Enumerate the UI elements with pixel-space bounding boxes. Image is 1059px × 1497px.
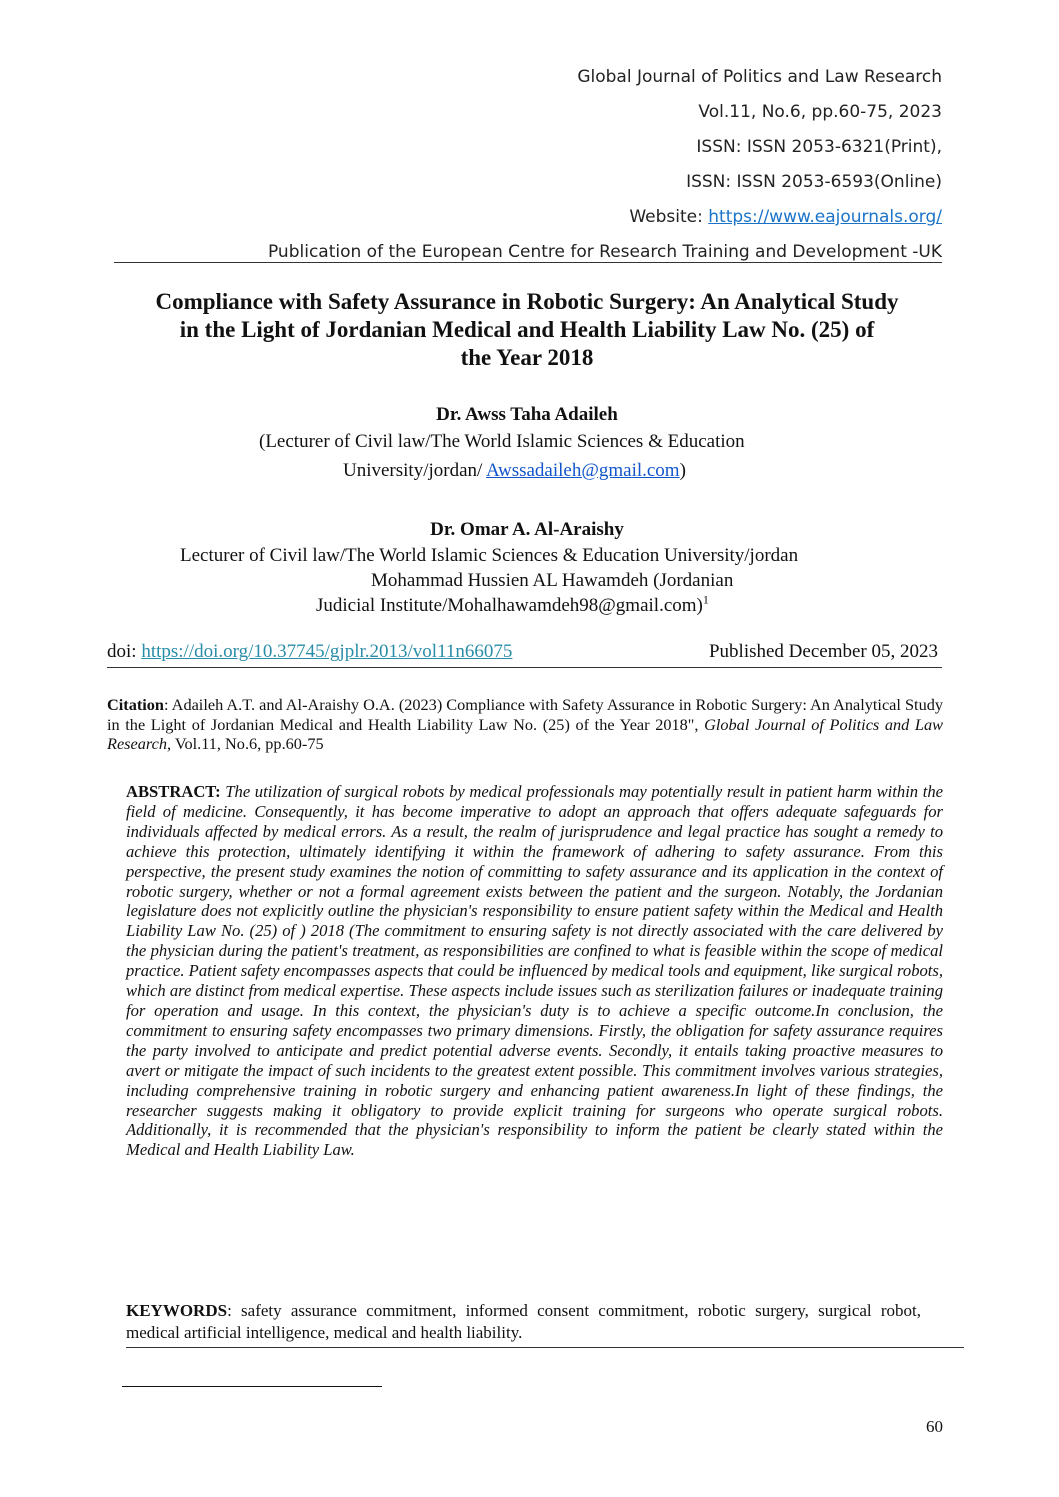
author-1-affiliation-suffix: ) (679, 460, 686, 481)
doi-label: doi: (107, 641, 142, 662)
footnote-marker: 1 (702, 592, 709, 607)
citation-end: , Vol.11, No.6, pp.60-75 (166, 734, 324, 753)
author-1-affiliation-line1: (Lecturer of Civil law/The World Islamic Sciences & Education (259, 431, 745, 452)
author-1-affiliation-prefix: University/jordan/ (343, 460, 487, 481)
author-1-name: Dr. Awss Taha Adaileh (436, 404, 618, 425)
citation-text: : Adaileh A.T. and Al-Araishy O.A. (2023) Compliance with Safety Assurance in Robotic Surgery: An Analytical Study in the Light of Jordanian Medical and Health Liability Law No. (25) of the Year 2018", (107, 695, 943, 734)
website-label: Website: (629, 207, 709, 227)
author-2-affiliation-line2: Mohammad Hussien AL Hawamdeh (Jordanian (371, 570, 734, 591)
issn-print: ISSN: ISSN 2053-6321(Print), (696, 137, 942, 157)
doi-row (107, 639, 942, 668)
keywords-label: KEYWORDS (126, 1301, 228, 1320)
author-1-email-link[interactable]: Awssadaileh@gmail.com (486, 460, 680, 481)
doi-link[interactable]: https://doi.org/10.37745/gjplr.2013/vol11n66075 (141, 641, 513, 662)
title-line: Compliance with Safety Assurance in Robotic Surgery: An Analytical Study (155, 289, 899, 314)
abstract-text: The utilization of surgical robots by medical professionals may potentially result in patient harm within the field of medicine. Consequently, it has become imperative to adopt an approach that offers adequate safeguards for individuals affected by medical errors. As a result, the realm of jurisprudence and legal practice has sought a remedy to achieve this protection, ultimately identifying it within the framework of adhering to safety assurance. From this perspective, the present study examines the notion of committing to safety assurance and its application in the context of robotic surgery, whether or not a formal agreement exists between the patient and the surgeon. Notably, the Jordanian legislature does not explicitly outline the physician's responsibility to ensure patient safety within the Medical and Health Liability Law No. (25) of ) 2018 (The commitment to ensuring safety is not directly associated with the care delivered by the physician during the patient's treatment, as responsibilities are confined to what is feasible within the scope of medical practice. Patient safety encompasses aspects that could be influenced by medical tools and equipment, like surgical robots, which are distinct from medical expertise. These aspects include issues such as sterilization failures or inadequate training for operation and usage. In this context, the physician's duty is to achieve a specific outcome.In conclusion, the commitment to ensuring safety encompasses two primary dimensions. Firstly, the obligation for safety assurance requires the party involved to anticipate and predict potential adverse events. Secondly, it entails taking proactive measures to avert or mitigate the impact of such incidents to the greatest extent possible. This commitment involves various strategies, including comprehensive training in robotic surgery and enhancing patient awareness.In light of these findings, the researcher suggests making it obligatory to provide explicit training for surgeons who operate surgical robots. Additionally, it is recommended that the physician's responsibility to inform the patient be clearly stated within the Medical and Health Liability Law. (126, 782, 943, 1160)
website-line (629, 207, 942, 227)
author-2-affiliation-line1: Lecturer of Civil law/The World Islamic Sciences & Education University/jordan (180, 545, 799, 566)
volume-info: Vol.11, No.6, pp.60-75, 2023 (698, 102, 942, 122)
title-line: in the Light of Jordanian Medical and Health Liability Law No. (25) of (179, 317, 875, 342)
keywords-text: : safety assurance commitment, informed consent commitment, robotic surgery, surgical robot, medical artificial intelligence, medical and health liability. (126, 1301, 921, 1342)
page-number: 60 (926, 1417, 943, 1436)
citation (107, 695, 943, 754)
citation-label: Citation (107, 695, 164, 714)
website-link[interactable]: https://www.eajournals.org/ (708, 207, 942, 227)
keywords (126, 1300, 921, 1343)
issn-online: ISSN: ISSN 2053-6593(Online) (686, 172, 942, 192)
footnote-divider (122, 1386, 382, 1387)
author-2-name: Dr. Omar A. Al-Araishy (430, 519, 624, 540)
header-divider (114, 262, 942, 263)
citation-journal: Global Journal of Politics and Law Research (107, 714, 943, 753)
published-date: Published December 05, 2023 (708, 641, 938, 662)
publisher-line: Publication of the European Centre for Research Training and Development -UK (267, 242, 942, 262)
author-2-affiliation-line3 (316, 594, 709, 618)
author-2-affiliation-text: Judicial Institute/Mohalhawamdeh98@gmail.com) (316, 595, 703, 616)
abstract (126, 782, 943, 1160)
paper-title (110, 288, 944, 372)
abstract-label: ABSTRACT: (126, 782, 221, 801)
journal-name: Global Journal of Politics and Law Research (577, 67, 942, 87)
title-line: the Year 2018 (460, 345, 594, 370)
author-1-affiliation-line2 (343, 459, 686, 483)
keywords-divider (126, 1347, 964, 1348)
